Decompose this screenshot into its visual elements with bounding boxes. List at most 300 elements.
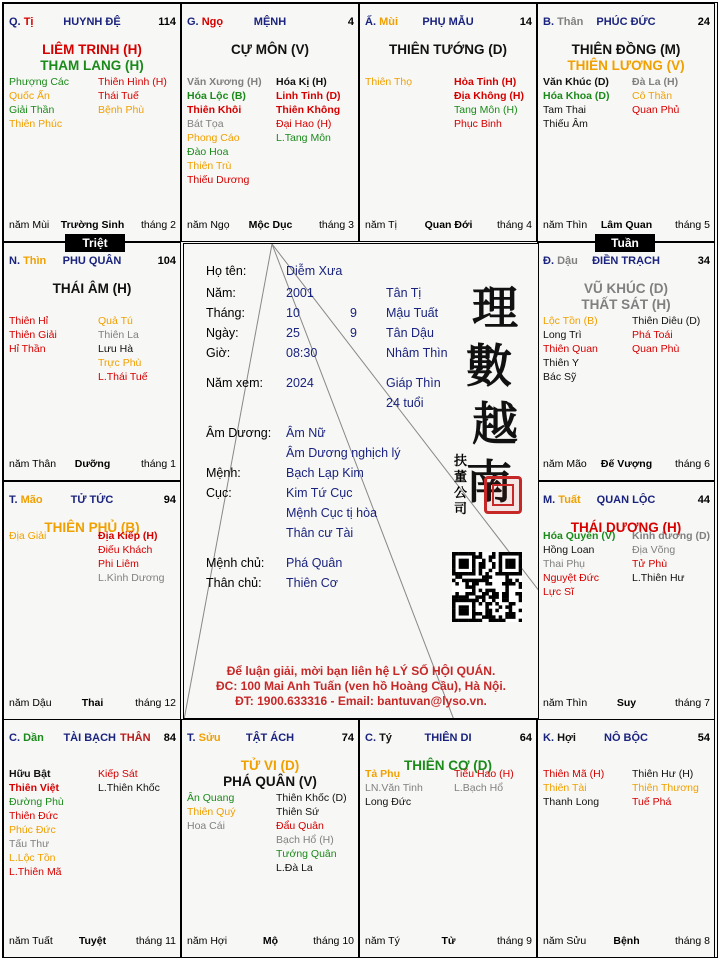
minor-star: Văn Khúc (D) bbox=[543, 76, 609, 88]
day-value: 25 bbox=[286, 326, 300, 340]
palace-chi: Tý bbox=[379, 732, 392, 744]
minor-star: Địa Kiếp (H) bbox=[98, 530, 158, 542]
calligraphy-char: 數 bbox=[466, 339, 512, 393]
minor-star: Quan Phủ bbox=[632, 104, 680, 116]
calligraphy-char: 越 bbox=[472, 397, 518, 451]
main-star: THIÊN CƠ (D) bbox=[403, 758, 492, 773]
footer-month: tháng 5 bbox=[674, 219, 710, 231]
minor-star: Hỏa Tinh (H) bbox=[454, 76, 517, 88]
palace-header bbox=[538, 255, 714, 271]
palace-footer bbox=[9, 697, 176, 711]
palace-header bbox=[538, 732, 714, 748]
palace-header bbox=[538, 16, 714, 32]
footer-month: tháng 6 bbox=[674, 458, 710, 470]
palace-chi: Tuất bbox=[558, 494, 581, 506]
footer-phase: Thai bbox=[81, 697, 104, 709]
palace-can: Ấ. bbox=[365, 16, 376, 28]
palace-name-label: ĐIỀN TRẠCH bbox=[592, 255, 660, 267]
palace-age-number: 54 bbox=[697, 732, 710, 744]
am-duong-note: Âm Dương nghịch lý bbox=[286, 446, 401, 460]
minor-star: Thiên Không bbox=[276, 104, 341, 116]
footer-month: tháng 11 bbox=[135, 935, 176, 947]
footer-phase: Suy bbox=[616, 697, 637, 709]
tu-vi-chart bbox=[2, 2, 718, 958]
minor-star: Đường Phù bbox=[9, 796, 64, 808]
minor-star: Phá Toái bbox=[632, 329, 673, 341]
minor-star: Đại Hao (H) bbox=[276, 118, 332, 130]
palace-can: N. bbox=[9, 255, 20, 267]
palace-chi: Thìn bbox=[23, 255, 47, 267]
minor-star: Long Đức bbox=[365, 796, 412, 808]
main-stars bbox=[360, 42, 536, 58]
footer-year: năm Thìn bbox=[543, 697, 588, 709]
palace-footer bbox=[543, 458, 710, 472]
minor-star: L.Tang Môn bbox=[276, 132, 331, 144]
palace-header bbox=[4, 255, 180, 271]
minor-star: Phượng Các bbox=[9, 76, 70, 88]
palace-name-label: NÔ BỘC bbox=[604, 732, 648, 744]
main-stars bbox=[538, 281, 714, 313]
hour-can-chi: Nhâm Thìn bbox=[386, 346, 448, 360]
palace-chi: Dậu bbox=[557, 255, 578, 267]
day-can-chi: Tân Dậu bbox=[386, 326, 434, 340]
footer-phase: Tuyệt bbox=[78, 935, 107, 947]
minor-star: L.Thiên Mã bbox=[9, 866, 62, 878]
palace-name bbox=[182, 732, 358, 744]
lunar-day: 9 bbox=[350, 326, 357, 340]
palace-name-label: TỬ TỨC bbox=[70, 494, 114, 506]
minor-star: Thiên Hỉ bbox=[9, 315, 49, 327]
menh-chu-value: Phá Quân bbox=[286, 556, 343, 570]
footer-phase: Mộc Dục bbox=[248, 219, 293, 231]
footer-year: năm Thìn bbox=[543, 219, 588, 231]
minor-stars-left bbox=[9, 767, 93, 879]
palace-header bbox=[4, 16, 180, 32]
menh-label: Mệnh: bbox=[206, 466, 241, 480]
footer-phase: Mộ bbox=[262, 935, 279, 947]
minor-star: Hóa Kị (H) bbox=[276, 76, 327, 88]
footer-month: tháng 3 bbox=[318, 219, 354, 231]
palace-can: B. bbox=[543, 16, 554, 28]
minor-star: Bát Tọa bbox=[187, 118, 224, 130]
palace-name-label: TÀI BẠCH bbox=[63, 732, 116, 744]
view-year-value: 2024 bbox=[286, 376, 314, 390]
palace-chi: Mão bbox=[20, 494, 43, 506]
palace-dau[interactable] bbox=[537, 242, 715, 481]
minor-star: Hóa Khoa (D) bbox=[543, 90, 610, 102]
minor-star: Thiên Y bbox=[543, 357, 579, 369]
palace-footer bbox=[365, 935, 532, 949]
minor-star: Thiên Sứ bbox=[276, 806, 320, 818]
minor-star: LN.Văn Tinh bbox=[365, 782, 423, 794]
minor-star: Thanh Long bbox=[543, 796, 600, 808]
calligraphy-char: 南 bbox=[466, 455, 512, 509]
minor-star: Thiên Giải bbox=[9, 329, 57, 341]
seal-pattern bbox=[492, 484, 514, 506]
palace-age-number: 84 bbox=[163, 732, 176, 744]
palace-chi: Sửu bbox=[198, 732, 221, 744]
minor-star: Nguyệt Đức bbox=[543, 572, 600, 584]
minor-star: Quan Phù bbox=[632, 343, 680, 355]
palace-age-number: 24 bbox=[697, 16, 710, 28]
minor-star: Lưu Hà bbox=[98, 343, 134, 355]
footer-phase: Dưỡng bbox=[74, 458, 111, 470]
palace-name-label: QUAN LỘC bbox=[596, 494, 656, 506]
minor-star: Hóa Quyền (V) bbox=[543, 530, 616, 542]
minor-star: Lộc Tồn (B) bbox=[543, 315, 598, 327]
minor-star: Địa Võng bbox=[632, 544, 676, 556]
palace-tuat[interactable] bbox=[537, 481, 715, 720]
palace-name bbox=[4, 494, 180, 506]
palace-footer bbox=[187, 219, 354, 233]
main-stars bbox=[4, 281, 180, 297]
minor-stars-left bbox=[543, 314, 627, 384]
qr-pattern bbox=[452, 552, 522, 622]
palace-ti[interactable] bbox=[3, 3, 181, 242]
palace-chi: Tị bbox=[23, 16, 34, 28]
minor-star: Long Trì bbox=[543, 329, 582, 341]
minor-star: Thai Phụ bbox=[543, 558, 586, 570]
palace-can: G. bbox=[187, 16, 199, 28]
minor-star: Phục Binh bbox=[454, 118, 502, 130]
year-value: 2001 bbox=[286, 286, 314, 300]
than-chu-label: Thân chủ: bbox=[206, 576, 262, 590]
minor-stars-right bbox=[98, 75, 181, 117]
minor-stars-right bbox=[632, 75, 715, 117]
footer-month: tháng 4 bbox=[496, 219, 532, 231]
minor-star: Giải Thần bbox=[9, 104, 55, 116]
view-year-label: Năm xem: bbox=[206, 376, 263, 390]
minor-star: Điếu Khách bbox=[98, 544, 153, 556]
minor-stars-right bbox=[98, 767, 181, 795]
minor-star: Quả Tú bbox=[98, 315, 133, 327]
age-value: 24 tuổi bbox=[386, 396, 424, 410]
main-star: PHÁ QUÂN (V) bbox=[223, 774, 317, 789]
minor-star: Trực Phù bbox=[98, 357, 142, 369]
footer-phase: Tử bbox=[441, 935, 456, 947]
palace-name bbox=[538, 255, 714, 267]
minor-star: Địa Giải bbox=[9, 530, 47, 542]
minor-star: Quốc Ấn bbox=[9, 90, 50, 102]
minor-star: Thiếu Dương bbox=[187, 174, 250, 186]
minor-star: Cô Thần bbox=[632, 90, 673, 102]
calligraphy-side-text: 扶董公司 bbox=[454, 454, 468, 517]
minor-star: L.Bạch Hổ bbox=[454, 782, 504, 794]
palace-name bbox=[538, 732, 714, 744]
palace-footer bbox=[365, 219, 532, 233]
minor-star: Thiên Mã (H) bbox=[543, 768, 605, 780]
footer-phase: Quan Đới bbox=[424, 219, 473, 231]
minor-star: Hồng Loan bbox=[543, 544, 595, 556]
palace-mao[interactable] bbox=[3, 481, 181, 720]
palace-can: C. bbox=[365, 732, 376, 744]
minor-star: Linh Tinh (D) bbox=[276, 90, 341, 102]
minor-star: Văn Xương (H) bbox=[187, 76, 262, 88]
palace-ty[interactable] bbox=[359, 719, 537, 958]
palace-name-label: PHÚC ĐỨC bbox=[596, 16, 656, 28]
minor-stars-left bbox=[9, 75, 93, 131]
palace-hoi[interactable] bbox=[537, 719, 715, 958]
footer-month: tháng 2 bbox=[140, 219, 176, 231]
palace-can: M. bbox=[543, 494, 556, 506]
main-star: THÁI ÂM (H) bbox=[52, 281, 132, 296]
minor-stars-left bbox=[9, 314, 93, 356]
contact-line1: Để luận giải, mời bạn liên hệ LÝ SỐ HỘI QUÁN. bbox=[226, 664, 496, 678]
minor-star: Phi Liêm bbox=[98, 558, 139, 570]
minor-stars-right bbox=[276, 75, 359, 145]
minor-star: Tả Phụ bbox=[365, 768, 401, 780]
palace-footer bbox=[187, 935, 354, 949]
palace-header bbox=[4, 732, 180, 748]
red-seal-stamp bbox=[484, 476, 522, 514]
palace-chi: Mùi bbox=[379, 16, 399, 28]
minor-star: Hóa Lộc (B) bbox=[187, 90, 246, 102]
palace-footer bbox=[543, 935, 710, 949]
palace-can: T. bbox=[187, 732, 196, 744]
minor-star: Thiên Hình (H) bbox=[98, 76, 167, 88]
minor-star: Bác Sỹ bbox=[543, 371, 577, 383]
palace-age-number: 34 bbox=[697, 255, 710, 267]
footer-month: tháng 12 bbox=[135, 697, 176, 709]
minor-stars-left bbox=[187, 75, 271, 187]
minor-star: Thiên Phúc bbox=[9, 118, 63, 130]
am-duong-value: Âm Nữ bbox=[286, 426, 326, 440]
palace-chi: Ngọ bbox=[201, 16, 224, 28]
palace-header bbox=[182, 16, 358, 32]
calligraphy-char: 理 bbox=[472, 281, 518, 335]
than-marker: THÂN bbox=[120, 732, 151, 744]
palace-header bbox=[538, 494, 714, 510]
footer-month: tháng 10 bbox=[313, 935, 354, 947]
minor-stars-left bbox=[187, 791, 271, 833]
name-value: Diễm Xưa bbox=[286, 264, 343, 278]
qr-code[interactable] bbox=[452, 552, 522, 622]
minor-star: Đà La (H) bbox=[632, 76, 679, 88]
main-star: THIÊN ĐỒNG (M) bbox=[571, 42, 681, 57]
minor-stars-right bbox=[454, 767, 537, 795]
minor-star: L.Thiên Hư bbox=[632, 572, 685, 584]
palace-footer bbox=[9, 219, 176, 233]
palace-ngo[interactable] bbox=[181, 3, 359, 242]
menh-value: Bạch Lạp Kim bbox=[286, 466, 364, 480]
minor-star: L.Kình Dương bbox=[98, 572, 165, 584]
palace-age-number: 114 bbox=[158, 16, 176, 28]
minor-star: Thiên Thương bbox=[632, 782, 699, 794]
minor-star: Phúc Đức bbox=[9, 824, 56, 836]
main-star: THIÊN PHỦ (B) bbox=[44, 520, 140, 535]
palace-can: C. bbox=[9, 732, 20, 744]
month-can-chi: Mậu Tuất bbox=[386, 306, 439, 320]
minor-star: Địa Không (H) bbox=[454, 90, 524, 102]
palace-footer bbox=[543, 697, 710, 711]
footer-month: tháng 1 bbox=[140, 458, 176, 470]
palace-name-label: MỆNH bbox=[253, 16, 287, 28]
palace-age-number: 14 bbox=[519, 16, 532, 28]
minor-star: Thiên Tài bbox=[543, 782, 587, 794]
minor-star: Thiên Trù bbox=[187, 160, 232, 172]
minor-star: Thiếu Âm bbox=[543, 118, 588, 130]
palace-can: Q. bbox=[9, 16, 21, 28]
minor-star: L.Đà La bbox=[276, 862, 313, 874]
minor-star: Thiên Quý bbox=[187, 806, 236, 818]
main-stars bbox=[182, 42, 358, 58]
main-star: TỬ VI (D) bbox=[240, 758, 300, 773]
minor-star: Đẩu Quân bbox=[276, 820, 324, 832]
minor-stars-right bbox=[98, 529, 181, 585]
footer-phase: Bệnh bbox=[613, 935, 640, 947]
palace-header bbox=[360, 732, 536, 748]
minor-star: Thiên Khôi bbox=[187, 104, 242, 116]
minor-star: Thiên Thọ bbox=[365, 76, 413, 88]
minor-stars-left bbox=[9, 529, 93, 543]
footer-year: năm Tị bbox=[365, 219, 397, 231]
palace-thin[interactable] bbox=[3, 242, 181, 481]
palace-chi: Thân bbox=[557, 16, 584, 28]
palace-chi: Dần bbox=[23, 732, 44, 744]
minor-stars-left bbox=[543, 767, 627, 809]
palace-can: T. bbox=[9, 494, 18, 506]
minor-star: Bệnh Phù bbox=[98, 104, 145, 116]
footer-phase: Lâm Quan bbox=[600, 219, 653, 231]
name-label: Họ tên: bbox=[206, 264, 247, 278]
main-star: THIÊN LƯƠNG (V) bbox=[567, 58, 685, 73]
triet-tag: Triệt bbox=[65, 234, 125, 252]
palace-age-number: 44 bbox=[697, 494, 710, 506]
palace-chi: Hợi bbox=[557, 732, 576, 744]
minor-star: Lực Sĩ bbox=[543, 586, 574, 598]
year-label: Năm: bbox=[206, 286, 236, 300]
cuc-note: Mệnh Cục tị hòa bbox=[286, 506, 378, 520]
footer-phase: Trường Sinh bbox=[60, 219, 125, 231]
minor-stars-right bbox=[632, 767, 715, 809]
footer-month: tháng 7 bbox=[674, 697, 710, 709]
palace-name bbox=[538, 494, 714, 506]
minor-star: Đào Hoa bbox=[187, 146, 229, 158]
minor-stars-left bbox=[365, 767, 449, 809]
main-stars bbox=[4, 42, 180, 74]
footer-year: năm Mão bbox=[543, 458, 587, 470]
footer-year: năm Tuất bbox=[9, 935, 53, 947]
main-star: THÁI DƯƠNG (H) bbox=[570, 520, 682, 535]
footer-year: năm Ngọ bbox=[187, 219, 230, 231]
minor-star: L.Thiên Khốc bbox=[98, 782, 160, 794]
palace-header bbox=[182, 732, 358, 748]
cuc-value: Kim Tứ Cục bbox=[286, 486, 353, 500]
palace-footer bbox=[9, 935, 176, 949]
menh-chu-label: Mệnh chủ: bbox=[206, 556, 265, 570]
footer-year: năm Mùi bbox=[9, 219, 50, 231]
palace-name-label: THIÊN DI bbox=[424, 732, 472, 744]
minor-star: Kình dương (D) bbox=[632, 530, 711, 542]
palace-dan[interactable] bbox=[3, 719, 181, 958]
minor-star: Thiên Quan bbox=[543, 343, 598, 355]
palace-name-label: PHU QUÂN bbox=[62, 255, 122, 267]
minor-star: Thiên Hư (H) bbox=[632, 768, 694, 780]
palace-name bbox=[538, 16, 714, 28]
minor-star: Tiểu Hao (H) bbox=[454, 768, 514, 780]
lunar-month: 9 bbox=[350, 306, 357, 320]
am-duong-label: Âm Dương: bbox=[206, 426, 272, 440]
minor-star: Thiên Diêu (D) bbox=[632, 315, 701, 327]
palace-name bbox=[4, 732, 180, 744]
palace-name bbox=[360, 16, 536, 28]
palace-header bbox=[360, 16, 536, 32]
main-star: VŨ KHÚC (D) bbox=[584, 281, 668, 296]
main-star: THAM LANG (H) bbox=[40, 58, 144, 73]
minor-stars-right bbox=[276, 791, 359, 875]
minor-star: Ân Quang bbox=[187, 792, 235, 804]
footer-year: năm Thân bbox=[9, 458, 57, 470]
main-stars bbox=[538, 42, 714, 74]
month-value: 10 bbox=[286, 306, 300, 320]
year-can-chi: Tân Tị bbox=[386, 286, 422, 300]
footer-month: tháng 9 bbox=[496, 935, 532, 947]
hour-label: Giờ: bbox=[206, 346, 231, 360]
minor-star: L.Lộc Tồn bbox=[9, 852, 56, 864]
minor-star: Tuế Phá bbox=[632, 796, 672, 808]
minor-stars-left bbox=[365, 75, 449, 89]
main-star: CỰ MÔN (V) bbox=[231, 42, 309, 57]
minor-stars-right bbox=[632, 529, 715, 585]
minor-star: Thiên Việt bbox=[9, 782, 59, 794]
minor-star: Thái Tuế bbox=[98, 90, 139, 102]
contact-line3: ĐT: 1900.633316 - Email: bantuvan@lyso.vn. bbox=[235, 694, 487, 708]
view-year-can-chi: Giáp Thìn bbox=[386, 376, 441, 390]
minor-star: Tử Phù bbox=[632, 558, 668, 570]
hour-value: 08:30 bbox=[286, 346, 318, 360]
day-label: Ngày: bbox=[206, 326, 239, 340]
than-cu-note: Thân cư Tài bbox=[286, 526, 354, 540]
minor-star: Tam Thai bbox=[543, 104, 586, 116]
than-chu-value: Thiên Cơ bbox=[286, 576, 338, 590]
minor-star: Kiếp Sát bbox=[98, 768, 138, 780]
footer-phase: Đế Vượng bbox=[600, 458, 653, 470]
footer-year: năm Sửu bbox=[543, 935, 587, 947]
footer-year: năm Hợi bbox=[187, 935, 228, 947]
contact-line2: ĐC: 100 Mai Anh Tuấn (ven hồ Hoàng Cầu), Hà Nội. bbox=[215, 679, 506, 693]
palace-name bbox=[360, 732, 536, 744]
main-star: THIÊN TƯỚNG (D) bbox=[389, 42, 507, 57]
minor-stars-left bbox=[543, 529, 627, 599]
footer-year: năm Tý bbox=[365, 935, 400, 947]
minor-star: Hoa Cái bbox=[187, 820, 225, 832]
minor-star: Hữu Bật bbox=[9, 768, 51, 780]
minor-star: Thiên Đức bbox=[9, 810, 59, 822]
palace-suu[interactable] bbox=[181, 719, 359, 958]
minor-star: Tướng Quân bbox=[276, 848, 337, 860]
minor-stars-right bbox=[632, 314, 715, 356]
minor-star: Tấu Thư bbox=[9, 838, 50, 850]
palace-name bbox=[4, 16, 180, 28]
palace-name bbox=[182, 16, 358, 28]
cuc-label: Cục: bbox=[206, 486, 232, 500]
main-star: LIÊM TRINH (H) bbox=[42, 42, 142, 57]
palace-header bbox=[4, 494, 180, 510]
palace-name bbox=[4, 255, 180, 267]
palace-mui[interactable] bbox=[359, 3, 537, 242]
minor-stars-left bbox=[543, 75, 627, 131]
palace-can: Đ. bbox=[543, 255, 554, 267]
footer-month: tháng 8 bbox=[674, 935, 710, 947]
palace-footer bbox=[543, 219, 710, 233]
main-stars bbox=[182, 758, 358, 790]
center-info-panel bbox=[183, 243, 539, 719]
palace-footer bbox=[9, 458, 176, 472]
month-label: Tháng: bbox=[206, 306, 245, 320]
palace-age-number: 64 bbox=[519, 732, 532, 744]
minor-star: Bạch Hổ (H) bbox=[276, 834, 334, 846]
palace-than[interactable] bbox=[537, 3, 715, 242]
